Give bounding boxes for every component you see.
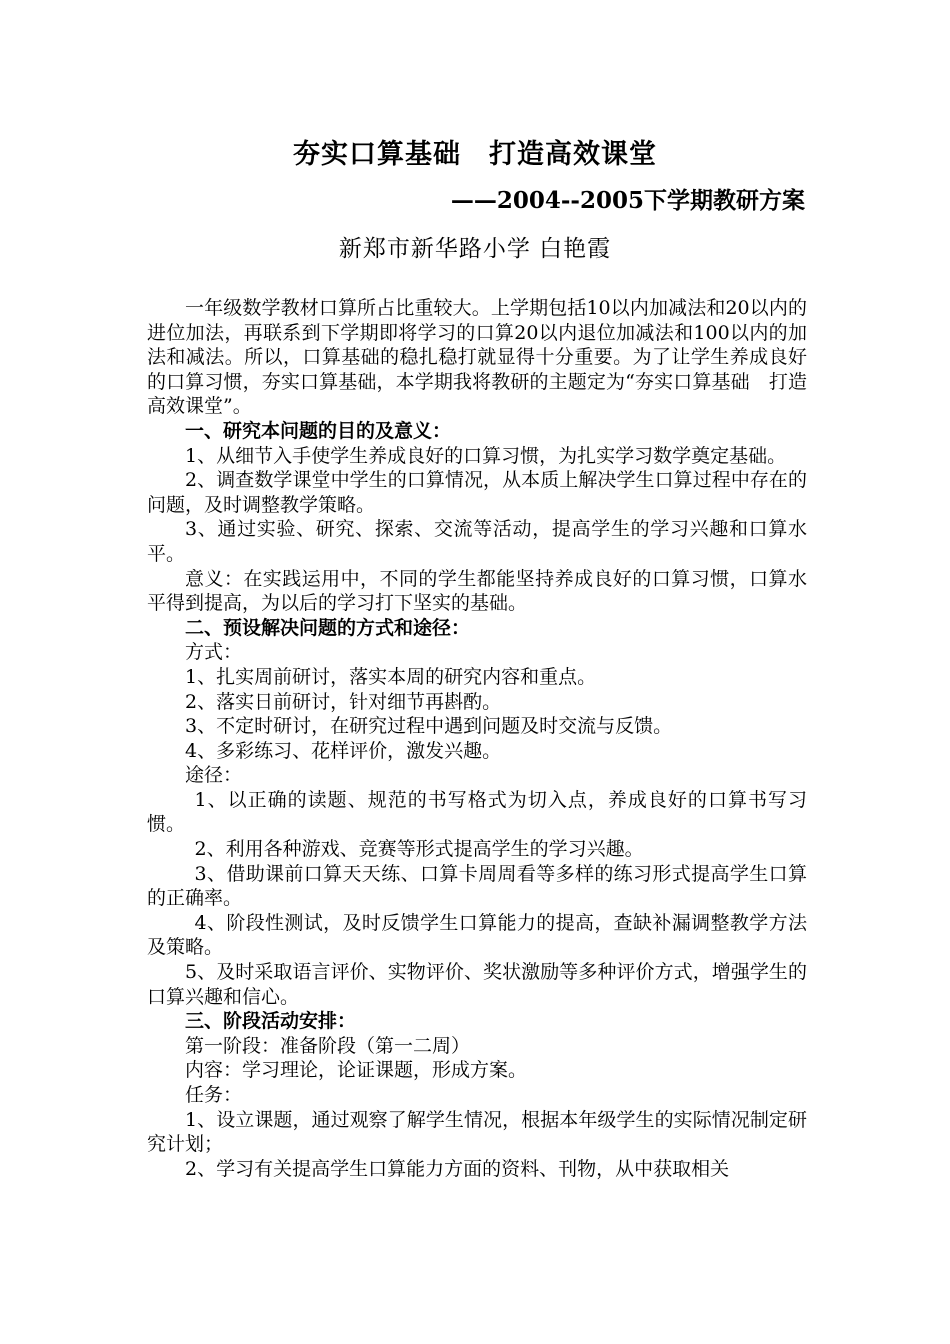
intro-paragraph: 一年级数学教材口算所占比重较大。上学期包括10以内加减法和20以内的进位加法，再联系到下学期即将学习的口算20以内退位加减法和100以内的加法和减法。所以，口算基础的稳扎稳打就显得十分重要。为了让学生养成良好的口算习惯，夯实口算基础，本学期我将教研的主题定为“夯实口算基础 打造高效课堂”。 xyxy=(147,297,807,418)
section-2-heading: 二、预设解决问题的方式和途径： xyxy=(185,616,471,639)
stage-1-content: 内容：学习理论，论证课题，形成方案。 xyxy=(185,1059,528,1082)
section-1-meaning: 意义：在实践运用中，不同的学生都能坚持养成良好的口算习惯，口算水平得到提高，为以后的学习打下坚实的基础。 xyxy=(147,567,807,615)
section-1-item-3: 3、通过实验、研究、探索、交流等活动，提高学生的学习兴趣和口算水平。 xyxy=(147,518,807,565)
stage-1-title: 第一阶段：准备阶段（第一二周） xyxy=(185,1034,471,1057)
method-item-2: 2、落实日前研讨，针对细节再斟酌。 xyxy=(185,690,502,713)
task-item-1: 1、设立课题，通过观察了解学生情况，根据本年级学生的实际情况制定研究计划； xyxy=(147,1108,807,1156)
path-item-3: 3、借助课前口算天天练、口算卡周周看等多样的练习形式提高学生口算的正确率。 xyxy=(147,862,807,910)
author-line: 新郑市新华路小学 白艳霞 xyxy=(338,236,612,262)
method-item-4: 4、多彩练习、花样评价，激发兴趣。 xyxy=(185,739,502,762)
section-1-item-2: 2、调查数学课堂中学生的口算情况，从本质上解决学生口算过程中存在的问题，及时调整教学策略。 xyxy=(147,469,807,516)
method-item-3: 3、不定时研讨，在研究过程中遇到问题及时交流与反馈。 xyxy=(185,715,673,738)
methods-label: 方式： xyxy=(185,641,243,664)
path-item-4: 4、阶段性测试，及时反馈学生口算能力的提高，查缺补漏调整教学方法及策略。 xyxy=(147,911,807,959)
document-subtitle: ——2004--2005下学期教研方案 xyxy=(450,187,805,214)
document-title: 夯实口算基础 打造高效课堂 xyxy=(293,139,657,170)
path-item-1: 1、以正确的读题、规范的书写格式为切入点，养成良好的口算书写习惯。 xyxy=(147,788,807,836)
method-item-1: 1、扎实周前研讨，落实本周的研究内容和重点。 xyxy=(185,665,597,688)
paths-label: 途径： xyxy=(185,764,243,787)
task-item-2: 2、学习有关提高学生口算能力方面的资料、刊物，从中获取相关 xyxy=(185,1157,730,1180)
path-item-2: 2、利用各种游戏、竞赛等形式提高学生的学习兴趣。 xyxy=(194,838,644,861)
section-3-heading: 三、阶段活动安排： xyxy=(185,1010,357,1033)
tasks-label: 任务： xyxy=(185,1084,243,1106)
document-body xyxy=(147,296,807,1181)
section-1-item-1: 1、从细节入手使学生养成良好的口算习惯，为扎实学习数学奠定基础。 xyxy=(185,444,787,467)
path-item-5: 5、及时采取语言评价、实物评价、奖状激励等多种评价方式，增强学生的口算兴趣和信心。 xyxy=(147,961,807,1008)
section-1-heading: 一、研究本问题的目的及意义： xyxy=(185,419,452,442)
